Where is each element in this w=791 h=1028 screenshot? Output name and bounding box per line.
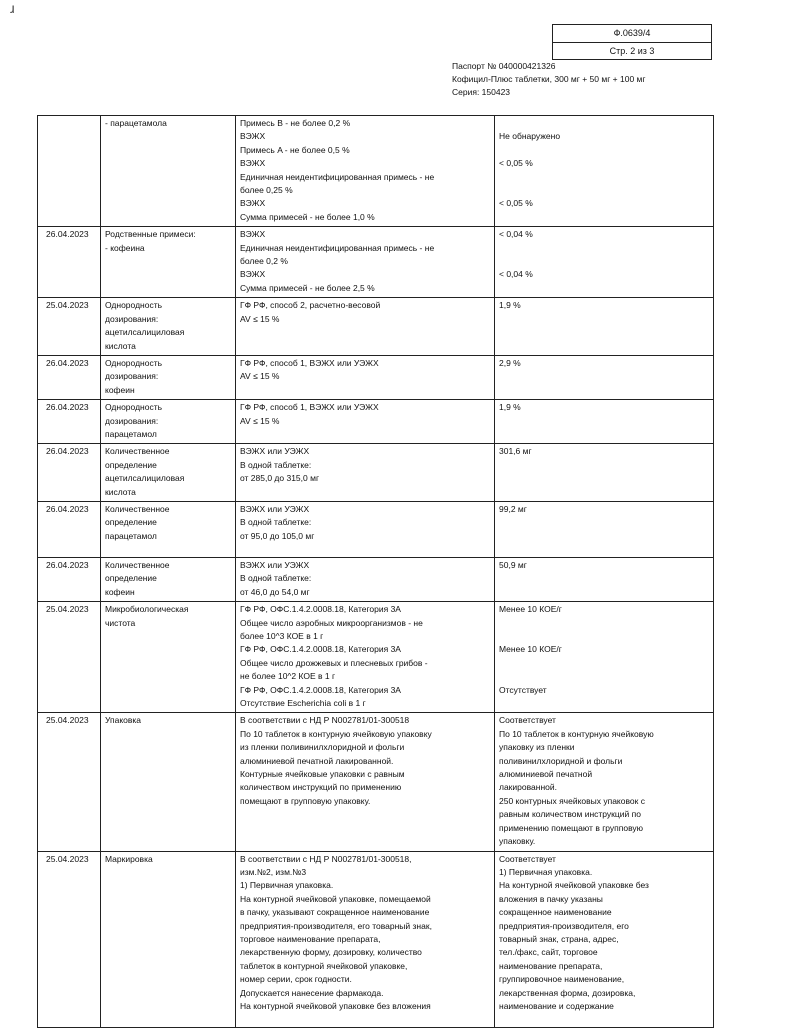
test-result-line — [499, 282, 709, 295]
test-result-line: 99,2 мг — [499, 503, 527, 514]
test-parameter-line: Количественное — [105, 503, 170, 514]
test-parameter-line: кофеин — [105, 384, 135, 395]
test-norm-line: Примесь A - не более 0,5 % — [240, 144, 350, 155]
test-parameter — [101, 298, 236, 356]
test-parameter-line: кислота — [105, 340, 136, 351]
test-parameter-line: Количественное — [105, 559, 170, 570]
test-result — [495, 227, 714, 298]
test-norm-line: не более 10^2 КОЕ в 1 г — [240, 671, 336, 682]
test-parameter-line: - парацетамола — [105, 118, 167, 128]
test-result-line: Соответствует — [499, 715, 556, 726]
test-result-line: < 0,05 % — [499, 158, 533, 169]
test-parameter-line: определение — [105, 573, 157, 584]
test-result-line — [499, 617, 709, 630]
test-norm-line: более 0,2 % — [240, 256, 288, 267]
test-result-line — [499, 697, 709, 710]
test-parameter-line: дозирования: — [105, 371, 159, 382]
test-norm — [236, 355, 495, 399]
test-parameter — [101, 557, 236, 601]
test-norm-line: Единичная неидентифицированная примесь - не — [240, 171, 435, 182]
test-norm — [236, 298, 495, 356]
table-row — [38, 602, 714, 713]
test-date: 26.04.2023 — [38, 501, 101, 557]
test-norm-line: По 10 таблеток в контурную ячейковую упаковку — [240, 728, 432, 739]
test-norm-line: более 0,25 % — [240, 185, 293, 196]
test-result-line: На контурной ячейковой упаковке без — [499, 880, 649, 891]
test-result-line: равным количеством инструкций по — [499, 809, 641, 820]
product-name: Кофицил-Плюс таблетки, 300 мг + 50 мг + 100 мг — [452, 74, 646, 84]
test-norm-line: Сумма примесей - не более 2,5 % — [240, 282, 375, 293]
test-result-line: предприятия-производителя, его — [499, 920, 629, 931]
test-result-line: вложения в пачку указаны — [499, 893, 603, 904]
form-code-box — [552, 24, 712, 60]
table-row — [38, 227, 714, 298]
test-norm-line: в пачку, указывают сокращенное наименование — [240, 907, 430, 918]
test-result-line: Соответствует — [499, 853, 556, 864]
test-result-line: 2,9 % — [499, 357, 521, 368]
test-norm — [236, 851, 495, 1027]
test-result-line: 1,9 % — [499, 300, 521, 311]
test-date: 26.04.2023 — [38, 444, 101, 502]
test-norm — [236, 557, 495, 601]
series-number: Серия: 150423 — [452, 87, 511, 97]
test-result-line: упаковку. — [499, 836, 536, 847]
test-norm-line: В соответствии с НД Р N002781/01-300518 — [240, 715, 410, 726]
test-result-line: По 10 таблеток в контурную ячейковую — [499, 728, 654, 739]
test-norm-line: ГФ РФ, способ 2, расчетно-весовой — [240, 300, 381, 311]
test-norm-line: из пленки поливинилхлоридной и фольги — [240, 742, 405, 753]
test-parameter — [101, 851, 236, 1027]
test-parameter — [101, 713, 236, 851]
test-norm — [236, 501, 495, 557]
test-result — [495, 400, 714, 444]
passport-header — [452, 60, 646, 99]
test-result-line: сокращенное наименование — [499, 907, 612, 918]
test-norm — [236, 444, 495, 502]
test-result-line: Не обнаружено — [499, 131, 561, 142]
test-norm-line: от 46,0 до 54,0 мг — [240, 586, 310, 597]
test-parameter — [101, 501, 236, 557]
test-norm-line: ВЭЖХ или УЭЖХ — [240, 446, 310, 457]
test-norm-line: На контурной ячейковой упаковке без вложения — [240, 1000, 431, 1011]
test-result-line: < 0,04 % — [499, 229, 533, 240]
test-norm-line: ВЭЖХ — [240, 198, 266, 209]
test-result — [495, 116, 714, 227]
test-date: 25.04.2023 — [38, 713, 101, 851]
test-result-line: товарный знак, страна, адрес, — [499, 933, 619, 944]
test-norm-line: алюминиевой печатной лакированной. — [240, 755, 394, 766]
test-norm-line: Общее число дрожжевых и плесневых грибов - — [240, 657, 428, 668]
test-parameter-line: кофеин — [105, 586, 135, 597]
test-norm-line: ВЭЖХ — [240, 229, 266, 240]
test-result-line: группировочное наименование, — [499, 974, 625, 985]
test-parameter-line: Маркировка — [105, 853, 153, 864]
test-norm-line: ВЭЖХ — [240, 269, 266, 280]
analysis-table — [37, 115, 714, 1028]
test-parameter-line: определение — [105, 517, 157, 528]
test-result-line — [499, 255, 709, 268]
test-parameter — [101, 355, 236, 399]
test-result — [495, 557, 714, 601]
test-result-line — [499, 242, 709, 255]
test-result — [495, 501, 714, 557]
test-parameter-line: определение — [105, 459, 157, 470]
test-norm-line: Общее число аэробных микроорганизмов - не — [240, 617, 423, 628]
test-norm-line: AV ≤ 15 % — [240, 313, 280, 324]
test-parameter-line: ацетилсалициловая — [105, 473, 185, 484]
test-parameter-line: Однородность — [105, 402, 163, 413]
test-result-line: 301,6 мг — [499, 446, 532, 457]
test-result-line: < 0,05 % — [499, 198, 533, 209]
corner-mark: ɹ — [10, 0, 15, 16]
test-result-line: наименование и содержание — [499, 1000, 614, 1011]
table-row — [38, 501, 714, 557]
test-norm-line: Единичная неидентифицированная примесь - не — [240, 242, 435, 253]
test-result-line — [499, 657, 709, 670]
test-result-line: лекарственная форма, дозировка, — [499, 987, 636, 998]
test-norm-line: ВЭЖХ — [240, 131, 266, 142]
test-norm-line: торговое наименование препарата, — [240, 933, 381, 944]
test-norm-line: изм.№2, изм.№3 — [240, 866, 307, 877]
test-norm-line: ГФ РФ, ОФС.1.4.2.0008.18, Категория 3А — [240, 644, 401, 655]
test-norm-line: Сумма примесей - не более 1,0 % — [240, 211, 375, 222]
test-date: 25.04.2023 — [38, 851, 101, 1027]
test-norm-line: от 95,0 до 105,0 мг — [240, 530, 315, 541]
test-result-line — [499, 630, 709, 643]
test-result-line — [499, 117, 709, 130]
test-result-line: тел./факс, сайт, торговое — [499, 947, 598, 958]
test-parameter-line: Однородность — [105, 357, 163, 368]
test-result-line: Отсутствует — [499, 684, 547, 695]
test-norm-line: количеством инструкций по применению — [240, 782, 402, 793]
test-result-line: Менее 10 КОЕ/г — [499, 604, 562, 615]
test-norm-line: таблеток в контурной ячейковой упаковке, — [240, 960, 408, 971]
test-norm — [236, 116, 495, 227]
test-norm-line: ГФ РФ, способ 1, ВЭЖХ или УЭЖХ — [240, 402, 379, 413]
test-norm-line: Примесь B - не более 0,2 % — [240, 118, 351, 128]
test-norm — [236, 227, 495, 298]
test-norm-line: предприятия-производителя, его товарный знак, — [240, 920, 432, 931]
test-result-line: 1) Первичная упаковка. — [499, 866, 593, 877]
test-result-line: алюминиевой печатной — [499, 769, 593, 780]
test-norm-line: ГФ РФ, ОФС.1.4.2.0008.18, Категория 3А — [240, 604, 401, 615]
test-norm-line: номер серии, срок годности. — [240, 974, 352, 985]
test-date: 26.04.2023 — [38, 400, 101, 444]
passport-number: Паспорт № 040000421326 — [452, 61, 556, 71]
test-result-line: Менее 10 КОЕ/г — [499, 644, 562, 655]
test-norm-line: лекарственную форму, дозировку, количество — [240, 947, 422, 958]
test-result-line: 50,9 мг — [499, 559, 527, 570]
test-result-line: 1,9 % — [499, 402, 521, 413]
table-row — [38, 713, 714, 851]
test-date: 26.04.2023 — [38, 227, 101, 298]
test-result — [495, 298, 714, 356]
test-norm — [236, 400, 495, 444]
test-result — [495, 602, 714, 713]
test-norm-line: более 10^3 КОЕ в 1 г — [240, 631, 324, 641]
table-row — [38, 400, 714, 444]
test-norm-line: ВЭЖХ или УЭЖХ — [240, 503, 310, 514]
test-result-line: 250 контурных ячейковых упаковок с — [499, 795, 645, 806]
table-row — [38, 298, 714, 356]
test-result-line: < 0,04 % — [499, 269, 533, 280]
test-norm-line: В соответствии с НД Р N002781/01-300518, — [240, 853, 412, 864]
test-norm-line: В одной таблетке: — [240, 573, 312, 584]
test-parameter — [101, 116, 236, 227]
test-result-line: наименование препарата, — [499, 960, 603, 971]
test-norm-line: На контурной ячейковой упаковке, помещаемой — [240, 893, 431, 904]
test-result-line — [499, 211, 709, 224]
page-number: Стр. 2 из 3 — [609, 46, 655, 56]
test-parameter-line: ацетилсалициловая — [105, 327, 185, 338]
test-norm-line: AV ≤ 15 % — [240, 415, 280, 426]
test-result-line: лакированной. — [499, 782, 557, 793]
analysis-table-body — [38, 116, 714, 1028]
test-result-line — [499, 144, 709, 157]
test-parameter-line: Однородность — [105, 300, 163, 311]
test-norm-line: Допускается нанесение фармакода. — [240, 987, 384, 998]
test-parameter — [101, 400, 236, 444]
test-norm-line: ГФ РФ, ОФС.1.4.2.0008.18, Категория 3А — [240, 684, 401, 695]
table-row — [38, 116, 714, 227]
test-norm-line: ГФ РФ, способ 1, ВЭЖХ или УЭЖХ — [240, 357, 379, 368]
test-norm-line: В одной таблетке: — [240, 459, 312, 470]
test-parameter — [101, 602, 236, 713]
test-parameter — [101, 444, 236, 502]
test-result — [495, 444, 714, 502]
test-date: 26.04.2023 — [38, 355, 101, 399]
table-row — [38, 557, 714, 601]
test-parameter-line: парацетамол — [105, 530, 157, 541]
test-norm-line: 1) Первичная упаковка. — [240, 880, 334, 891]
test-result-line — [499, 184, 709, 197]
test-parameter-line: Упаковка — [105, 715, 142, 726]
test-norm-line: Отсутствие Escherichia coli в 1 г — [240, 698, 366, 709]
test-result-line — [499, 171, 709, 184]
test-parameter-line: чистота — [105, 617, 136, 628]
test-norm-line: помещают в групповую упаковку. — [240, 795, 371, 806]
test-parameter-line: Родственные примеси: — [105, 229, 196, 240]
table-row — [38, 851, 714, 1027]
test-norm — [236, 713, 495, 851]
test-norm-line: Контурные ячейковые упаковки с равным — [240, 769, 405, 780]
test-norm-line: ВЭЖХ или УЭЖХ — [240, 559, 310, 570]
test-result-line: поливинилхлоридной и фольги — [499, 755, 623, 766]
test-parameter-line: Микробиологическая — [105, 604, 189, 615]
test-norm-line: AV ≤ 15 % — [240, 371, 280, 382]
test-result — [495, 355, 714, 399]
test-norm-line: ВЭЖХ — [240, 158, 266, 169]
test-norm — [236, 602, 495, 713]
test-date: 26.04.2023 — [38, 557, 101, 601]
table-row — [38, 444, 714, 502]
test-result-line — [499, 670, 709, 683]
test-result — [495, 713, 714, 851]
test-parameter-line: дозирования: — [105, 415, 159, 426]
form-code: Ф.0639/4 — [553, 25, 711, 43]
test-norm-line: В одной таблетке: — [240, 517, 312, 528]
test-date: 25.04.2023 — [38, 602, 101, 713]
test-result-line: упаковку из пленки — [499, 742, 575, 753]
test-parameter-line: Количественное — [105, 446, 170, 457]
test-parameter — [101, 227, 236, 298]
test-norm-line: от 285,0 до 315,0 мг — [240, 473, 320, 484]
test-result-line: применению помещают в групповую — [499, 822, 644, 833]
test-parameter-line: дозирования: — [105, 313, 159, 324]
table-row — [38, 355, 714, 399]
test-result — [495, 851, 714, 1027]
test-parameter-line: кислота — [105, 486, 136, 497]
test-parameter-line: парацетамол — [105, 428, 157, 439]
test-date: 25.04.2023 — [38, 298, 101, 356]
test-date — [38, 116, 101, 227]
test-parameter-line: - кофеина — [105, 242, 145, 253]
